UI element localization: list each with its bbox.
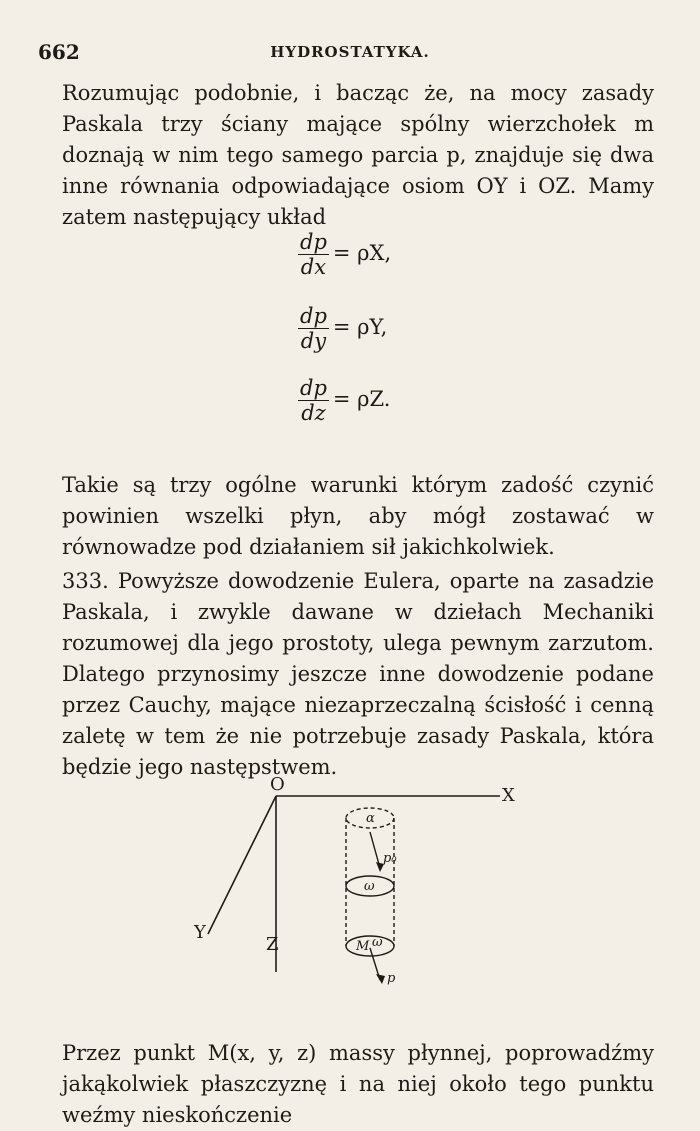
y-axis-line: [208, 796, 276, 934]
equation-rhs: = ρY,: [332, 315, 388, 339]
paragraph-intro: Rozumując podobnie, i bacząc że, na mocy zasady Paskala trzy ściany mające spólny wierzchołek m doznają w nim tego samego parcia p, znajduje się dwa inne równania odpowiadające osiom OY i OZ. Mamy zatem następujący układ: [62, 81, 654, 229]
cylinder-bottom-ellipse: [346, 936, 394, 956]
paragraph-point-m: Przez punkt M(x, y, z) massy płynnej, poprowadźmy jakąkolwiek płaszczyznę i na niej około tego punktu weźmy nieskończenie: [62, 1041, 654, 1127]
equation-rhs: = ρZ.: [332, 387, 391, 411]
label-y-axis: Y: [194, 922, 206, 943]
cylinder-diagram: [180, 776, 540, 1006]
label-alpha: α: [366, 811, 375, 826]
equation-z: [298, 376, 390, 425]
label-omega-top: ω: [364, 879, 375, 894]
p-arrowhead: [376, 974, 385, 984]
running-head: HYDROSTATYKA.: [270, 43, 430, 61]
label-p0: p₀: [383, 851, 397, 866]
diagram-svg: [180, 776, 540, 1006]
fraction-denominator: dx: [300, 255, 327, 279]
page-header: [38, 40, 662, 64]
equation-y: [298, 304, 387, 353]
fraction-denominator: dy: [300, 329, 327, 353]
paragraph-333: 333. Powyższe dowodzenie Eulera, oparte na zasadzie Paskala, i zwykle dawane w dziełach Mechaniki rozumowej dla jego prostoty, ulega pewnym zarzutom. Dlatego przynosimy jeszcze inne dowodzenie podane przez Cauchy, mające niezaprzeczalną ścisłość i cenną zaletę w tem że nie potrzebuje zasady Paskala, która będzie jego następstwem.: [62, 569, 654, 779]
fraction-dp-dx: [298, 230, 329, 279]
label-x-axis: X: [502, 785, 515, 806]
fraction-numerator: dp: [300, 304, 327, 328]
equation-x: [298, 230, 391, 279]
label-p: p: [387, 971, 396, 986]
fraction-numerator: dp: [300, 376, 327, 400]
fraction-dp-dz: [298, 376, 329, 425]
page-number: 662: [38, 40, 80, 64]
fraction-denominator: dz: [301, 401, 326, 425]
label-z-axis: Z: [266, 934, 279, 955]
label-omega-bottom: ω: [372, 935, 383, 950]
label-origin: O: [270, 776, 285, 795]
fraction-dp-dy: [298, 304, 329, 353]
p0-arrow: [370, 832, 380, 868]
equation-rhs: = ρX,: [332, 241, 392, 265]
fraction-numerator: dp: [300, 230, 327, 254]
label-mass-point: M: [356, 939, 370, 954]
paragraph-conditions: Takie są trzy ogólne warunki którym zadość czynić powinien wszelki płyn, aby mógł zostawać w równowadze pod działaniem sił jakichkolwiek.: [62, 473, 654, 559]
